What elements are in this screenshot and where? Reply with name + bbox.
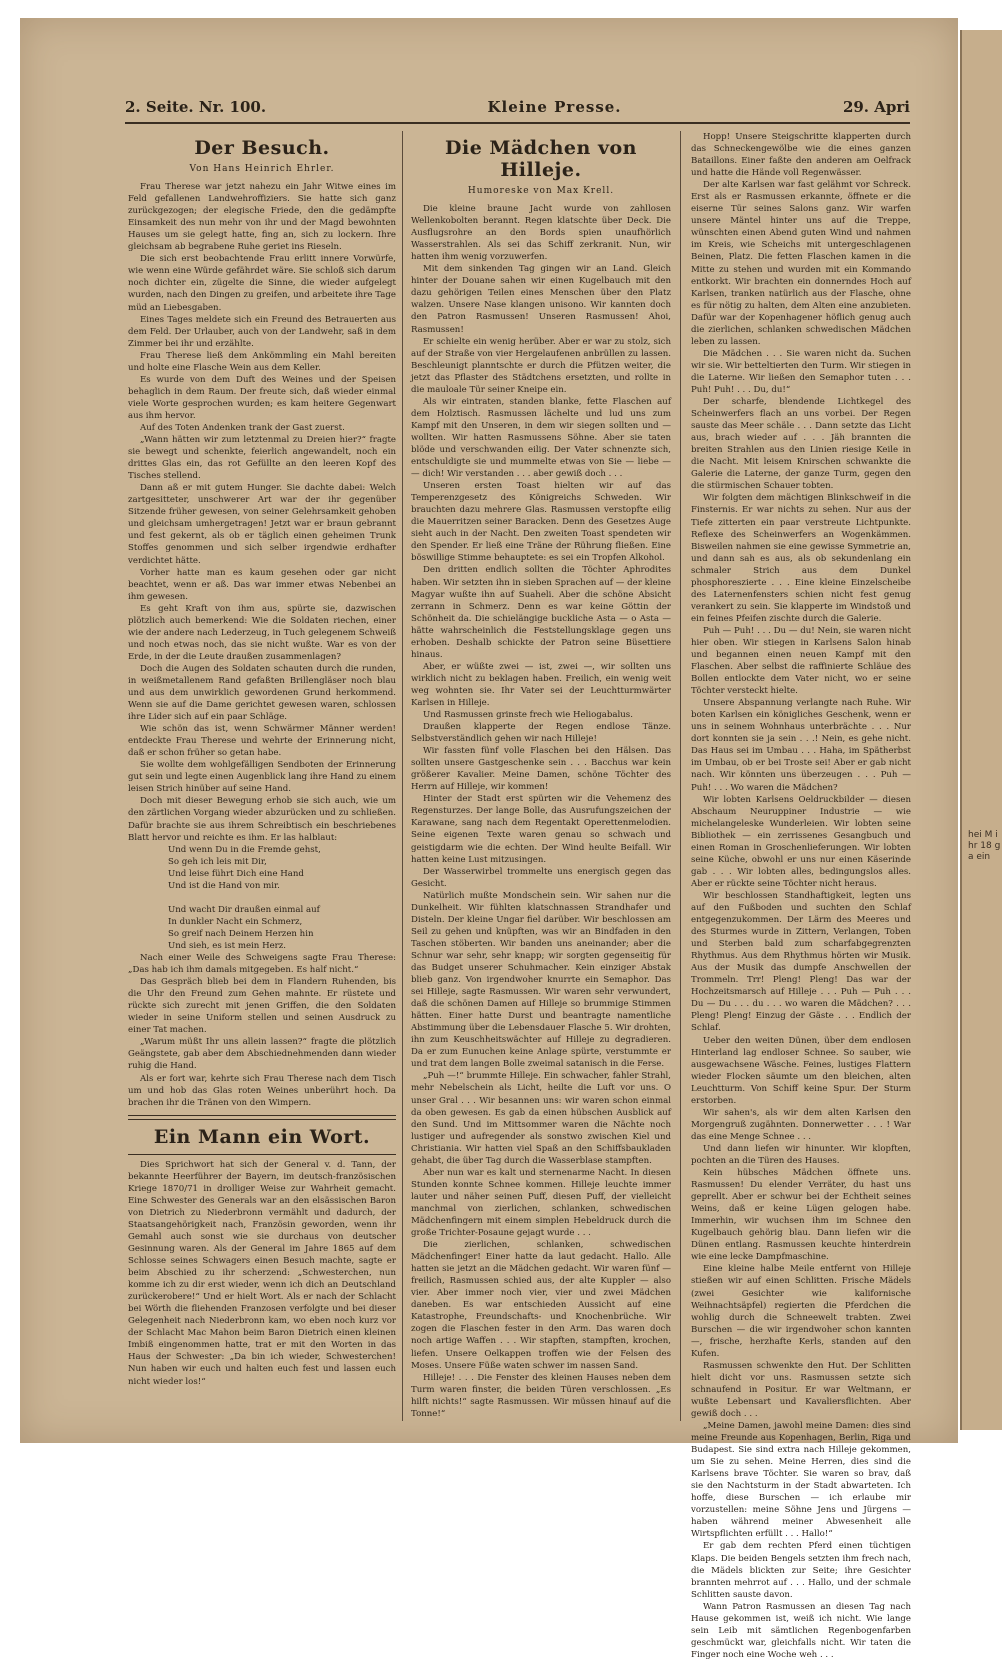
paragraph: „Meine Damen, jawohl meine Damen: dies sind meine Freunde aus Kopenhagen, Berlin, Riga und Budapest. Sie sind extra nach Hilleje gekommen, um Sie zu sehen. Meine Herren, dies sind die Karlsens brave Töchter. Sie waren so brav, daß sie den Nachtsturm in der Stadt abwarteten. Ich hoffe, diese Burschen — ich erlaube mir vorzustellen: meine Söhne Jens und Jürgens — haben während meiner Abwesenheit alle Wirtspflichten erfüllt . . . Hallo!“ bbox=[691, 1421, 911, 1540]
paragraph: Vorher hatte man es kaum gesehen oder gar nicht beachtet, wenn er aß. Das war immer etwas Nebenbei an ihm gewesen. bbox=[128, 567, 396, 602]
paragraph: Natürlich mußte Mondschein sein. Wir sahen nur die Dunkelheit. Wir fühlten klatschnassen Strandhafer und Disteln. Der kleine Ungar fiel darüber. Wir beschlossen am Seil zu gehen und knüpften, was wir an Bindfaden in den Taschen stöberten. Wir banden uns aneinander; aber die Schnur war sehr, sehr knapp; wir sorgten gegenseitig für das Budget unserer Schuhmacher. Kein einziger Abstak blieb ganz. Von irgendwoher knurrte ein Semaphor. Das sei Hilleje, sagte Rasmussen. Wir waren sehr verwundert, daß die schönen Damen auf Hilleje so brummige Stimmen hätten. Einer hatte Durst und beantragte namentliche Abstimmung über die Lebensdauer Flasche 5. Wir drohten, ihn zum Keuschheitswächter auf Hilleje zu degradieren. Da er zum Eunuchen keine Anlage spürte, verstummte er und trat dem langen Bolle zweimal satanisch in die Ferse. bbox=[411, 890, 671, 1070]
paragraph: Frau Therese ließ dem Ankömmling ein Mahl bereiten und holte eine Flasche Wein aus dem Keller. bbox=[128, 350, 396, 373]
paragraph: Als wir eintraten, standen blanke, fette Flaschen auf dem Holztisch. Rasmussen lächelte und lud uns zum Kampf mit den Unseren, in dem wir siegen sollten und — wollten. Wir hatten Rasmussens Söhne. Aber sie taten blöde und verschwanden eilig. Der Vater schnenzte sich, entschuldigte sie und mummelte etwas von Sie — liebe — — dich! Wir verstanden . . . aber gewiß doch . . . bbox=[411, 396, 671, 480]
page-header bbox=[125, 98, 910, 124]
paragraph: Doch die Augen des Soldaten schauten durch die runden, in weißmetallenem Rand gefaßten Brillengläser noch blau und aus dem unwirklich gewordenen Grund herkommend. Wenn sie auf die Dame gerichtet gewesen waren, schlossen ihre Lider sich auf ein paar Schläge. bbox=[128, 663, 396, 723]
paragraph: Mit dem sinkenden Tag gingen wir an Land. Gleich hinter der Douane sahen wir einen Kugelbauch mit den dazu gehörigen Teilen eines Menschen über den Platz walzen. Unsere Nase klangen unisono. Wir kannten doch den Patron Rasmussen! Unseren Rasmussen! Ahoi, Rasmussen! bbox=[411, 264, 671, 335]
poem-line bbox=[128, 892, 396, 904]
poem-line: In dunkler Nacht ein Schmerz, bbox=[168, 916, 303, 927]
paragraph: Wir folgten dem mächtigen Blinkschweif in die Finsternis. Er war nichts zu sehen. Nur aus der Tiefe zitterten ein paar verstreute Lichtpunkte. Reflexe des Scheinwerfers an Wogenkämmen. Bisweilen nahmen sie eine gewisse Symmetrie an, und dann sah es aus, als ob sekundenlang ein schmaler Strich aus dem Dunkel phosphoreszierte . . . Eine kleine Einzelscheibe des Laternenfensters schien nicht fest genug verankert zu sein. Sie klapperte im Windstoß und ein feines Pfeifen zischte durch die Galerie. bbox=[691, 493, 911, 624]
article-byline-besuch: Von Hans Heinrich Ehrler. bbox=[189, 164, 335, 174]
paragraph: Kein hübsches Mädchen öffnete uns. Rasmussen! Du elender Verräter, du hast uns geprellt. Aber er schwur bei der Echtheit seines Weins, daß er keine Lügen gelogen habe. Immerhin, wir wuchsen ihm im Schnee den Kugelbauch gehörig blau. Dann liefen wir die Dünen entlang. Rasmussen keuchte hinterdrein wie eine lecke Dampfmaschine. bbox=[691, 1168, 911, 1263]
article-body-besuch bbox=[128, 181, 396, 844]
paragraph: Wir sahen's, als wir dem alten Karlsen den Morgengruß zugähnten. Donnerwetter . . . ! War das eine Menge Schnee . . . bbox=[691, 1107, 911, 1142]
paragraph: Eine kleine halbe Meile entfernt von Hilleje stießen wir auf einen Schlitten. Frische Mädels (zwei Gesichter wie kalifornische Weihnachtsäpfel) regierten die Pferdchen die wohlig durch die Schneewelt trabten. Zwei Burschen — die wir irgendwoher schon kannten —, frische, herzhafte Kerls, standen auf den Kufen. bbox=[691, 1264, 911, 1359]
paragraph: Puh — Puh! . . . Du — du! Nein, sie waren nicht hier oben. Wir stiegen in Karlsens Salon hinab und begannen einen neuen Kampf mit den Flaschen. Aber selbst die raffinierte Schläue des Bollen entlockte dem Vater nicht, wo er seine Töchter versteckt hielte. bbox=[691, 625, 911, 697]
paragraph: Wir fassten fünf volle Flaschen bei den Hälsen. Das sollten unsere Gastgeschenke sein . . . Bacchus war kein größerer Kavalier. Meine Damen, schöne Töchter des Herrn auf Hilleje, wir kommen! bbox=[411, 746, 671, 793]
newspaper-page bbox=[20, 18, 958, 1660]
paragraph: Hilleje! . . . Die Fenster des kleinen Hauses neben dem Turm waren finster, die beiden Türen verschlossen. „Es hilft nichts!“ sagte Rasmussen. Wir müssen hinauf auf die Tonne!“ bbox=[411, 1372, 671, 1419]
paragraph: „Puh —!“ brummte Hilleje. Ein schwacher, fahler Strahl, mehr Nebelschein als Licht, heilte die Luft vor uns. O unser Gral . . . Wir besannen uns: wir waren schon einmal da oben gewesen. Es gab da einen hübschen Ausblick auf den Sund. Und im Mittsommer waren die Nächte noch lustiger und aufregender als sonstwo zwischen Kiel und Christiania. Wir hatten viel Spaß an den Schiffsbaukladen gehabt, die über Tag durch die Wasserblase stampften. bbox=[411, 1071, 671, 1166]
paragraph: Die zierlichen, schlanken, schwedischen Mädchenfinger! Einer hatte da laut gedacht. Hallo. Alle hatten sie jetzt an die Mädchen gedacht. Wir waren fünf — freilich, Rasmussen schied aus, der alte Kuppler — also vier. Aber immer noch vier, vier und zwei Mädchen daneben. Es war entschieden Aussicht auf eine Katastrophe, Freundschafts- und Knochenbrüche. Wir zogen die Flaschen fester in den Arm. Das waren doch noch artige Waffen . . . Wir stapften, stampften, krochen, liefen. Unsere Oelkappen troffen wie der Felsen des Moses. Unsere Füße waten schwer im nassen Sand. bbox=[411, 1240, 671, 1371]
header-date: 29. Apri bbox=[842, 98, 910, 116]
paragraph: Er gab dem rechten Pferd einen tüchtigen Klaps. Die beiden Bengels setzten ihm frech nach, die Mädels blickten zur Seite; ihre Gesichter brannten mehrrot auf . . . Hallo, und der schmale Schlitten sauste davon. bbox=[691, 1541, 911, 1600]
poem-line: So greif nach Deinem Herzen hin bbox=[168, 928, 314, 939]
paragraph: Rasmussen schwenkte den Hut. Der Schlitten hielt dicht vor uns. Rasmussen setzte sich schnaufend in Positur. Er war Weltmann, er wußte Lebensart und Kavaliersflichten. Aber gewiß doch . . . bbox=[691, 1360, 911, 1419]
paragraph: Frau Therese war jetzt nahezu ein Jahr Witwe eines im Feld gefallenen Landwehroffiziers. Sie hatte sich ganz zurückgezogen; der elegische Friede, den die gedämpfte Einsamkeit des nun mehr von ihr und der Magd bewohnten Hauses um sie gelegt hatte, fing an, sich zu lockern. Ihre gleichsam ab begrabene Ruhe geriet ins Rieseln. bbox=[128, 182, 396, 253]
column-right bbox=[691, 131, 911, 1660]
paragraph: Wir lobten Karlsens Oeldruckbilder — diesen Abschaum Neuruppiner Industrie — wie michelangeleske Wunderleien. Wir lobten seine Bibliothek — ein zerrissenes Gesangbuch und einen Roman in Groschenlieferungen. Wir lobten seine Küche, obwohl er uns nur einen Käserinde gab . . . Wir lobten alles, bedingungslos alles. Aber er rückte seine Töchter nicht heraus. bbox=[691, 794, 911, 889]
article-separator bbox=[128, 1154, 396, 1155]
article-title-maedchen: Die Mädchen von Hilleje. bbox=[445, 137, 637, 181]
column-rule bbox=[680, 131, 681, 1421]
column-middle bbox=[411, 131, 671, 1421]
paragraph: Der Wasserwirbel trommelte uns energisch gegen das Gesicht. bbox=[411, 866, 671, 889]
paragraph: Und Rasmussen grinste frech wie Heliogabalus. bbox=[423, 710, 633, 721]
article-separator bbox=[128, 1115, 396, 1120]
paragraph: Draußen klapperte der Regen endlose Tänze. Selbstverständlich gehen wir nach Hilleje! bbox=[411, 722, 671, 745]
paragraph: Den dritten endlich sollten die Töchter Aphrodites haben. Wir setzten ihn in sieben Sprachen auf — der kleine Magyar wußte ihn auf Suaheli. Aber die schöne Absicht zerrann in Schmerz. Denn es war keine Göttin der Schönheit da. Die schielängige buckliche Asta — o Asta — hätte wahrscheinlich die Feststellungsklage gegen uns erhoben. Deshalb schickte der Patron seine Büsettiere hinaus. bbox=[411, 565, 671, 660]
paragraph: Aber, er wüßte zwei — ist, zwei —, wir sollten uns wirklich nicht zu beklagen haben. Freilich, ein wenig weit weg wohnten sie. Ihr Vater sei der Leuchtturmwärter Karlsen in Hilleje. bbox=[411, 661, 671, 708]
poem-line: Und leise führt Dich eine Hand bbox=[168, 868, 304, 879]
poem-line: Und ist die Hand von mir. bbox=[168, 880, 280, 891]
article-body-maedchen bbox=[411, 203, 671, 1420]
article-body-mann-wort bbox=[128, 1159, 396, 1388]
paragraph: Wann Patron Rasmussen an diesen Tag nach Hause gekommen ist, weiß ich nicht. Wie lange sein Leib mit sämtlichen Regenbogenfarben geschmückt war, gleichfalls nicht. Wir taten die Finger noch eine Woche weh . . . bbox=[691, 1601, 911, 1660]
column-rule bbox=[402, 131, 403, 1421]
article-body-besuch-end bbox=[128, 952, 396, 1109]
paragraph: „Wann hätten wir zum letztenmal zu Dreien hier?“ fragte sie bewegt und schenkte, feierlich angewandelt, noch ein drittes Glas ein, das rot Gefüllte an den leeren Kopf des Tisches stellend. bbox=[128, 435, 396, 482]
paragraph: Dies Sprichwort hat sich der General v. d. Tann, der bekannte Heerführer der Bayern, im deutsch-französischen Kriege 1870/71 in drolliger Weise zur Wahrheit gemacht. Eine Schwester des Generals war an den elsässischen Baron von Dietrich zu Niederbronn vermählt und dadurch, der Staatsangehörigkeit nach, Französin geworden, wenn ihr Gemahl auch sonst wie sie durchaus von deutscher Gesinnung waren. Als der General im Jahre 1865 auf dem Schlosse seines Schwagers einen Besuch machte, sagte er beim Abschied zu ihr scherzend: „Schwesterchen, nun komme ich zu dir erst wieder, wenn ich dich an Deutschland zurückerobere!“ Und er hielt Wort. Als er nach der Schlacht bei Wörth die fliehenden Franzosen verfolgte und bei dieser Gelegenheit nach Niederbronn kam, wo eben noch kurz vor der Schlacht Mac Mahon beim Baron Dietrich einen kleinen Imbiß eingenommen hatte, trat er mit den Worten in das Haus der Schwester: „Da bin ich wieder, Schwesterchen! Nun haben wir euch und halten euch fest und lassen euch nicht wieder los!“ bbox=[128, 1159, 396, 1387]
paragraph: Dann aß er mit gutem Hunger. Sie dachte dabei: Welch zartgesitteter, unschwerer Art war der ihr gegenüber Sitzende früher gewesen, von seiner Gelehrsamkeit gehoben und gleichsam umhergetragen! Jetzt war er braun gebrannt und fest gekernt, als ob er täglich einen geheimen Trunk Stoffes genommen und sich selber irgendwie erdhafter verdichtet hätte. bbox=[128, 483, 396, 566]
paragraph: Ueber den weiten Dünen, über dem endlosen Hinterland lag endloser Schnee. So sauber, wie ausgewachsene Wäsche. Feines, lustiges Flattern wieder Flocken säumte um den bleichen, alten Leuchtturm. Von Schiff keine Spur. Der Sturm erstorben. bbox=[691, 1035, 911, 1106]
paragraph: Die Mädchen . . . Sie waren nicht da. Suchen wir sie. Wir betteltierten den Turm. Wir stiegen in die Laterne. Wir ließen den Semaphor tuten . . . Puh! Puh! . . . Du, du!“ bbox=[691, 348, 911, 395]
adjacent-page-edge bbox=[960, 30, 1002, 1430]
article-byline-maedchen: Humoreske von Max Krell. bbox=[467, 186, 615, 196]
paragraph: Doch mit dieser Bewegung erhob sie sich auch, wie um den zärtlichen Vorgang wieder abzurücken und zu schließen. Dafür brachte sie aus ihrem Schreibtisch ein beschriebenes Blatt hervor und reichte es ihm. Er las halblaut: bbox=[128, 796, 396, 843]
paragraph: Wie schön das ist, wenn Schwärmer Männer werden! entdeckte Frau Therese und wehrte der Erinnerung nicht, daß er schon früher so getan habe. bbox=[128, 724, 396, 759]
paragraph: Unsere Abspannung verlangte nach Ruhe. Wir boten Karlsen ein königliches Geschenk, wenn er uns in seinem Wohnhaus unterbrächte . . . Nur dort konnten sie ja sein . . .! Nein, es gehe nicht. Das Haus sei im Umbau . . . Haha, im Spätherbst im Umbau, ob er bei Troste sei! Aber er gab nicht nach. Wir könnten uns überzeugen . . . Puh — Puh! . . . Wo waren die Mädchen? bbox=[691, 698, 911, 793]
paragraph: Der alte Karlsen war fast gelähmt vor Schreck. Erst als er Rasmussen erkannte, öffnete er die eiserne Tür seines Salons ganz. Wir warfen unsere Mäntel hinter uns auf die Treppe, wünschten einen Abend guten Wind und nahmen im Kreis, wie Scheichs mit untergeschlagenen Beinen, Platz. Die fetten Flaschen kamen in die Mitte zu stehen und wurden mit ein Kommando entkorkt. Wir brachten ein donnerndes Hoch auf Karlsen, tranken natürlich aus der Flasche, ohne es für nötig zu halten, dem Alten eine anzubieten. Dafür war der Kopenhagener höflich genug auch die zierlichen, schlanken schwedischen Mädchen leben zu lassen. bbox=[691, 180, 911, 347]
paragraph: Und dann liefen wir hinunter. Wir klopften, pochten an die Türen des Hauses. bbox=[691, 1143, 911, 1166]
poem-line: So geh ich leis mit Dir, bbox=[168, 856, 267, 867]
paragraph: Eines Tages meldete sich ein Freund des Betrauerten aus dem Feld. Der Urlauber, auch von der Landwehr, saß in dem Zimmer bei ihr und erzählte. bbox=[128, 314, 396, 349]
article-title-besuch: Der Besuch. bbox=[194, 137, 330, 159]
paragraph: Als er fort war, kehrte sich Frau Therese nach dem Tisch um und hob das Glas roten Weines unberührt hoch. Da brachen ihr die Tränen von den Wimpern. bbox=[128, 1073, 396, 1108]
header-page-number: 2. Seite. Nr. 100. bbox=[125, 98, 267, 116]
paragraph: Auf des Toten Andenken trank der Gast zuerst. bbox=[140, 422, 345, 433]
paragraph: Es wurde von dem Duft des Weines und der Speisen behaglich in dem Raum. Der freute sich, daß wieder einmal viele Worte gesprochen wurden; es kam heitere Gegenwart aus ihm hervor. bbox=[128, 374, 396, 421]
poem-line: Und wenn Du in die Fremde gehst, bbox=[168, 844, 321, 855]
paragraph: Wir beschlossen Standhaftigkeit, legten uns auf den Fußboden und suchten den Schlaf entgegenzukommen. Der Lärm des Meeres und des Sturmes wurde in Zittern, Verlangen, Toben und Sterben bald zum scharfabgegrenzten Rhythmus. Aus dem Rhythmus hörten wir Musik. Aus der Musik das dumpfe Anschwellen der Trommeln. Trr! Pleng! Pleng! Das war der Hochzeitsmarsch auf Hilleje . . . Puh — Puh . . . Du — Du . . . du . . . wo waren die Mädchen? . . . Pleng! Pleng! Einzug der Gäste . . . Endlich der Schlaf. bbox=[691, 890, 911, 1034]
header-masthead: Kleine Presse. bbox=[487, 98, 622, 116]
paragraph: Der scharfe, blendende Lichtkegel des Scheinwerfers flach an uns vorbei. Der Regen sauste das Meer schäle . . . Dann setzte das Licht aus, brach wieder auf . . . Jäh brannten die breiten Strahlen aus den Linien riesige Keile in die Nacht. Mit leisem Knirschen schwankte die Galerie die Laterne, der ganze Turm, gegen den die stürmischen Schauer tobten. bbox=[691, 397, 911, 492]
paragraph: Die kleine braune Jacht wurde von zahllosen Wellenkobolten berannt. Regen klatschte über Deck. Die Ausflugsrohre an den Bords spien unaufhörlich Wasserstrahlen. Als sei das Schiff zerkranit. Nun, wir hatten ihm wenig vorzuwerfen. bbox=[411, 204, 671, 263]
article-poem bbox=[128, 844, 396, 952]
paragraph: Nach einer Weile des Schweigens sagte Frau Therese: „Das hab ich ihm damals mitgegeben. Es half nicht.“ bbox=[128, 953, 396, 976]
adjacent-page-text: hei M ihr 18 ga ein bbox=[968, 830, 1001, 862]
poem-line: Und wacht Dir draußen einmal auf bbox=[168, 904, 320, 915]
paragraph: Unseren ersten Toast hielten wir auf das Temperenzgesetz des Königreichs Schweden. Wir brauchten dazu mehrere Glas. Rasmussen verstopfte eilig die Mauerritzen seiner Baracken. Denn des Gesetzes Auge sieht auch in der Nacht. Den zweiten Toast spendeten wir den Spender. Er ließ eine Träne der Rührung fließen. Eine böswillige Stimme behauptete: es sei ein Tropfen Alkohol. bbox=[411, 481, 671, 564]
paragraph: Es geht Kraft von ihm aus, spürte sie, dazwischen plötzlich auch bemerkend: Wie die Soldaten riechen, einer wie der andere nach Lederzeug, in Tuch gelegenem Schweiß und noch etwas noch, das sie nicht wußte. War es von der Erde, in der die Leute draußen zusammenlagen? bbox=[128, 603, 396, 662]
paragraph: Die sich erst beobachtende Frau erlitt innere Vorwürfe, wie wenn eine Würde gefährdet wäre. Sie schloß sich darum noch dichter ein, zügelte die Sinne, die wieder aufgelegt wurden, nach den Dingen zu greifen, und arbeitete ihre Tage müd an Liebesgaben. bbox=[128, 254, 396, 313]
paragraph: Hinter der Stadt erst spürten wir die Vehemenz des Regensturzes. Der lange Bolle, das Ausrufungszeichen der Karawane, sang nach dem Regentakt Operettenmelodien. Seine eigenen Texte waren genau so schwach und geistigdarm wie die echten. Der Wind heulte Beifall. Wir hatten keine Lust mitzusingen. bbox=[411, 794, 671, 865]
paragraph: „Warum müßt Ihr uns allein lassen?“ fragte die plötzlich Geängstete, gab aber dem Abschiednehmenden dann wieder ruhig die Hand. bbox=[128, 1037, 396, 1072]
paragraph: Aber nun war es kalt und sternenarme Nacht. In diesen Stunden konnte Schnee kommen. Hilleje leuchte immer lauter und näher seinen Puff, diesen Puff, der vielleicht manchmal von zierlichen, schlanken, schwedischen Mädchenfingern mit einem simplen Hebeldruck durch die große Trichter-Posaune gejagt wurde . . . bbox=[411, 1167, 671, 1239]
paragraph: Das Gespräch blieb bei dem in Flandern Ruhenden, bis die Uhr den Freund zum Gehen mahnte. Er rüstete und rückte sich zurecht mit jenen Griffen, die den Soldaten wieder in seine Uniform stellen und seinen Ausdruck zu einer Tat machen. bbox=[128, 977, 396, 1036]
column-left bbox=[128, 131, 396, 1421]
article-title-mann-wort: Ein Mann ein Wort. bbox=[153, 1125, 371, 1148]
paragraph: Er schielte ein wenig herüber. Aber er war zu stolz, sich auf der Straße von vier Hergelaufenen anbrüllen zu lassen. Beschleunigt planntschte er durch die Pfützen weiter, die jetzt das Pflaster des Städtchens ersetzten, und rollte in die mauloale Tür seiner Kneipe ein. bbox=[411, 336, 671, 395]
poem-line: Und sieh, es ist mein Herz. bbox=[168, 941, 287, 951]
paragraph: Sie wollte dem wohlgefälligen Sendboten der Erinnerung gut sein und legte einen Augenblick lang ihre Hand zu einem leisen Strich hinüber auf seine Hand. bbox=[128, 760, 396, 795]
article-body-maedchen-continued bbox=[691, 131, 911, 1661]
paragraph: Hopp! Unsere Steigschritte klapperten durch das Schneckengewölbe wie die eines ganzen Bataillons. Einer faßte den anderen am Oelfrack und hatte die Hände voll Regenwässer. bbox=[691, 132, 911, 179]
